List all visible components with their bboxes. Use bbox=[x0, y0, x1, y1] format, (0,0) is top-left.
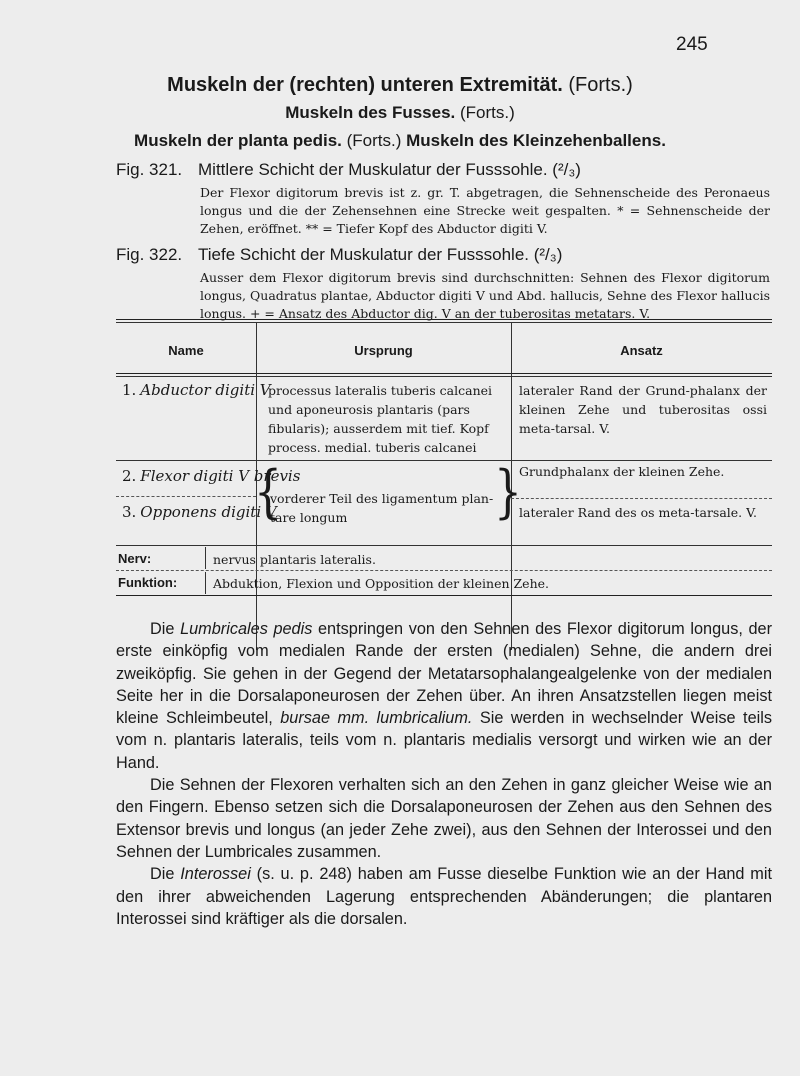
header-ansatz: Ansatz bbox=[620, 343, 663, 358]
table-header-rule bbox=[116, 373, 772, 374]
shared-ursprung: vorderer Teil des ligamentum plan-tare longum bbox=[270, 491, 494, 525]
heading-subsection-b: Muskeln des Kleinzehenballens. bbox=[406, 131, 666, 150]
label-divider bbox=[205, 572, 206, 594]
row-rule bbox=[116, 545, 772, 546]
row-2-ansatz: Grundphalanx der kleinen Zehe. bbox=[519, 464, 725, 479]
heading-main-bold: Muskeln der (rechten) unteren Extremität. bbox=[167, 74, 563, 96]
muscle-name: Flexor digiti V brevis bbox=[140, 467, 301, 485]
heading-main bbox=[0, 74, 800, 97]
row-rule bbox=[116, 460, 772, 461]
heading-subsection-forts: (Forts.) bbox=[346, 131, 402, 150]
funktion-label: Funktion: bbox=[118, 575, 178, 590]
muscle-name: Abductor digiti V bbox=[140, 381, 271, 399]
figure-321-title bbox=[116, 160, 581, 180]
body-text bbox=[116, 618, 772, 930]
row-1-ansatz: lateraler Rand der Grund-phalanx der kleinen Zehe und tuberositas ossi meta-tarsal. V. bbox=[519, 383, 767, 436]
row-number: 3. bbox=[122, 503, 137, 521]
table-bottom-rule bbox=[116, 595, 772, 596]
figure-title: Mittlere Schicht der Muskulatur der Fusssohle. (²/₃) bbox=[198, 160, 581, 179]
brace-left: { bbox=[254, 459, 282, 526]
heading-subsection bbox=[0, 131, 800, 151]
nerv-label: Nerv: bbox=[118, 551, 152, 566]
heading-main-forts: (Forts.) bbox=[568, 74, 633, 96]
row-3-ansatz: lateraler Rand des os meta-tarsale. V. bbox=[519, 505, 757, 520]
header-name: Name bbox=[168, 343, 204, 358]
term-bursae: bursae mm. lumbricalium. bbox=[280, 709, 473, 728]
figure-label: Fig. 321. bbox=[116, 160, 183, 179]
row-divider bbox=[511, 498, 772, 499]
heading-section-forts: (Forts.) bbox=[460, 103, 515, 122]
table-header-rule bbox=[116, 376, 772, 377]
label-divider bbox=[205, 547, 206, 569]
funktion-text: Abduktion, Flexion und Opposition der kleinen Zehe. bbox=[213, 576, 549, 591]
row-divider bbox=[116, 496, 256, 497]
muscle-name: Opponens digiti V bbox=[140, 503, 277, 521]
heading-section bbox=[0, 103, 800, 123]
figure-title: Tiefe Schicht der Muskulatur der Fusssohle. (²/₃) bbox=[198, 245, 563, 264]
row-1-ursprung: processus lateralis tuberis calcanei und aponeurosis plantaris (pars fibularis); ausserdem mit tief. Kopf process. medial. tuberis calcanei bbox=[268, 383, 493, 455]
row-number: 2. bbox=[122, 467, 137, 485]
figure-321-caption: Der Flexor digitorum brevis ist z. gr. T. abgetragen, die Sehnenscheide des Peronaeus longus und die der Zehensehnen eine Strecke weit gespalten. * = Sehnenscheide der Zehen, eröffnet. ** = Tiefer Kopf des Abductor digiti V. bbox=[200, 185, 770, 236]
term-interossei: Interossei bbox=[180, 865, 251, 884]
heading-section-bold: Muskeln des Fusses. bbox=[285, 103, 456, 122]
term-lumbricales: Lumbricales pedis bbox=[180, 620, 313, 638]
table-top-rule bbox=[116, 319, 772, 320]
row-number: 1. bbox=[122, 381, 137, 399]
paragraph-lumbricales: Die Lumbricales pedis entspringen von den Sehnen des Flexor digitorum longus, der erste einköpfig vom medialen Rande der ersten (medialen) Sehne, die andern drei zweiköpfig. Sie gehen in der Gegend der Metatarsophalangealgelenke von der medialen Seite her in die Dorsalaponeurosen der Zehen über. An ihren Ansatzstellen liegen meist kleine Schleimbeutel, bursae mm. lumbricalium. Sie werden in wechselnder Weise teils vom n. plantaris lateralis, teils vom n. plantaris medialis versorgt und wirken wie an der Hand. bbox=[116, 620, 773, 772]
brace-right: } bbox=[494, 459, 522, 526]
row-1-name bbox=[122, 381, 271, 400]
row-divider bbox=[116, 570, 772, 571]
header-ursprung: Ursprung bbox=[354, 343, 413, 358]
figure-322-caption: Ausser dem Flexor digitorum brevis sind durchschnitten: Sehnen des Flexor digitorum longus, Quadratus plantae, Abductor digiti V und Abd. hallucis, Sehne des Flexor hallucis longus. + = Ansatz des Abductor dig. V an der tuberositas metatars. V. bbox=[200, 270, 770, 321]
figure-322-title bbox=[116, 245, 562, 265]
paragraph-interossei: Die Interossei (s. u. p. 248) haben am Fusse dieselbe Funktion wie an der Hand mit den ihrer abweichenden Lagerung entsprechenden Abänderungen; die plantaren Interossei sind kräftiger als die dorsalen. bbox=[116, 865, 772, 928]
heading-subsection-a: Muskeln der planta pedis. bbox=[134, 131, 342, 150]
figure-label: Fig. 322. bbox=[116, 245, 183, 264]
page-number: 245 bbox=[676, 34, 708, 55]
nerv-text: nervus plantaris lateralis. bbox=[213, 552, 376, 567]
paragraph-flexoren: Die Sehnen der Flexoren verhalten sich an den Zehen in ganz gleicher Weise wie an den Fingern. Ebenso setzen sich die Dorsalaponeurosen der Zehen aus den Sehnen des Extensor brevis und longus (an jeder Zehe zwei), aus den Sehnen der Interossei und den Sehnen der Lumbricales zusammen. bbox=[116, 776, 772, 861]
table-top-rule bbox=[116, 322, 772, 323]
